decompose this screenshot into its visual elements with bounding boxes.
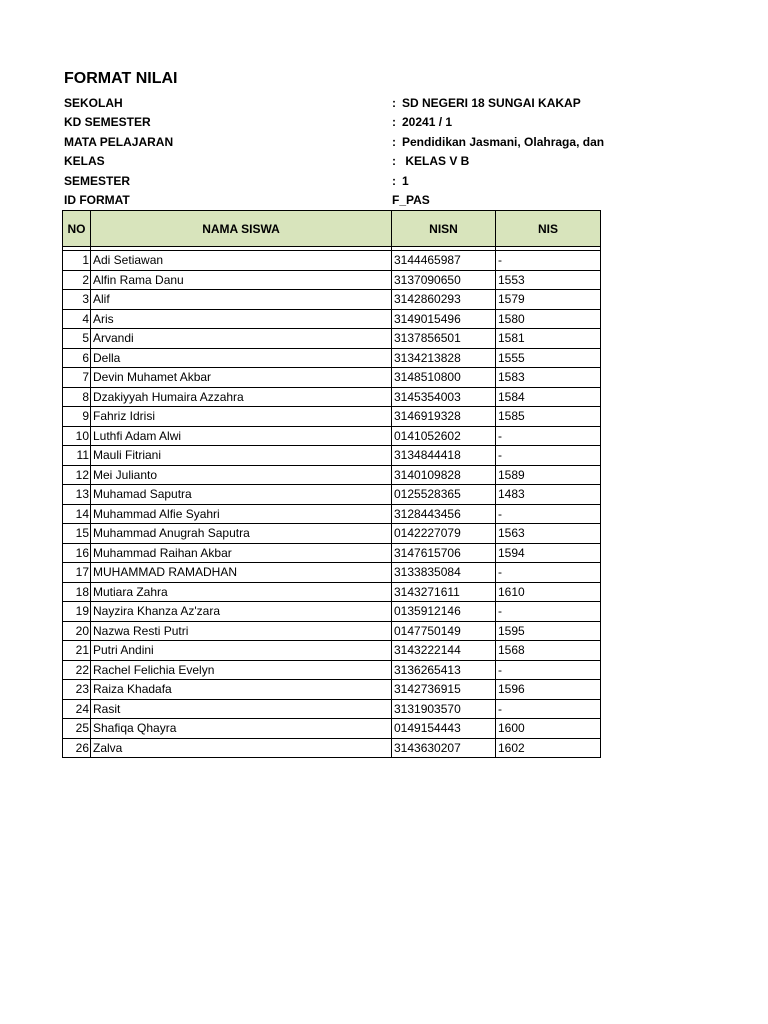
header-nama-siswa: NAMA SISWA xyxy=(91,211,392,247)
table-row xyxy=(63,485,601,505)
cell-no: 10 xyxy=(63,426,91,446)
cell-nama: Muhammad Anugrah Saputra xyxy=(91,524,392,544)
cell-nisn: 0149154443 xyxy=(392,719,496,739)
cell-nis: 1581 xyxy=(496,329,601,349)
table-row xyxy=(63,719,601,739)
cell-nama: Muhammad Raihan Akbar xyxy=(91,543,392,563)
cell-no: 26 xyxy=(63,738,91,758)
cell-no: 15 xyxy=(63,524,91,544)
cell-nis: 1553 xyxy=(496,270,601,290)
table-row xyxy=(63,407,601,427)
header-no: NO xyxy=(63,211,91,247)
cell-no: 24 xyxy=(63,699,91,719)
table-row xyxy=(63,426,601,446)
student-table xyxy=(62,210,601,758)
cell-nama: Arvandi xyxy=(91,329,392,349)
cell-nisn: 3134844418 xyxy=(392,446,496,466)
cell-nisn: 3145354003 xyxy=(392,387,496,407)
table-row xyxy=(63,641,601,661)
cell-nama: Devin Muhamet Akbar xyxy=(91,368,392,388)
cell-nis: 1610 xyxy=(496,582,601,602)
table-row xyxy=(63,387,601,407)
info-value: KELAS V B xyxy=(402,154,470,169)
cell-nis: 1594 xyxy=(496,543,601,563)
cell-nis: 1585 xyxy=(496,407,601,427)
cell-nama: Muhammad Alfie Syahri xyxy=(91,504,392,524)
cell-nis: 1596 xyxy=(496,680,601,700)
cell-no: 21 xyxy=(63,641,91,661)
cell-nis: 1568 xyxy=(496,641,601,661)
table-row xyxy=(63,465,601,485)
table-row xyxy=(63,680,601,700)
cell-nisn: 3140109828 xyxy=(392,465,496,485)
table-row xyxy=(63,504,601,524)
cell-nama: Adi Setiawan xyxy=(91,251,392,271)
info-label: MATA PELAJARAN xyxy=(64,134,174,149)
cell-nis: - xyxy=(496,504,601,524)
cell-nama: Dzakiyyah Humaira Azzahra xyxy=(91,387,392,407)
cell-nama: Putri Andini xyxy=(91,641,392,661)
header-nis: NIS xyxy=(496,211,601,247)
cell-no: 11 xyxy=(63,446,91,466)
cell-nisn: 3144465987 xyxy=(392,251,496,271)
info-colon: : xyxy=(392,115,396,130)
cell-nisn: 0142227079 xyxy=(392,524,496,544)
cell-no: 18 xyxy=(63,582,91,602)
cell-nis: 1584 xyxy=(496,387,601,407)
cell-nama: Nayzira Khanza Az'zara xyxy=(91,602,392,622)
info-colon: : xyxy=(392,134,396,149)
table-row xyxy=(63,602,601,622)
cell-no: 3 xyxy=(63,290,91,310)
cell-no: 19 xyxy=(63,602,91,622)
cell-no: 8 xyxy=(63,387,91,407)
cell-no: 25 xyxy=(63,719,91,739)
cell-nama: Muhamad Saputra xyxy=(91,485,392,505)
cell-nisn: 3147615706 xyxy=(392,543,496,563)
cell-nama: Aris xyxy=(91,309,392,329)
cell-no: 16 xyxy=(63,543,91,563)
cell-no: 23 xyxy=(63,680,91,700)
info-colon: : xyxy=(392,154,396,169)
cell-nis: 1600 xyxy=(496,719,601,739)
info-value: SD NEGERI 18 SUNGAI KAKAP xyxy=(402,96,581,110)
table-row xyxy=(63,543,601,563)
cell-nis: 1555 xyxy=(496,348,601,368)
cell-nis: - xyxy=(496,699,601,719)
cell-no: 14 xyxy=(63,504,91,524)
cell-nis: - xyxy=(496,660,601,680)
info-value: Pendidikan Jasmani, Olahraga, dan xyxy=(402,134,605,149)
cell-nisn: 0135912146 xyxy=(392,602,496,622)
cell-nama: Raiza Khadafa xyxy=(91,680,392,700)
table-row xyxy=(63,270,601,290)
cell-nis: - xyxy=(496,446,601,466)
cell-nisn: 3148510800 xyxy=(392,368,496,388)
cell-nama: Alfin Rama Danu xyxy=(91,270,392,290)
info-label: SEMESTER xyxy=(64,173,131,188)
cell-no: 1 xyxy=(63,251,91,271)
info-label: SEKOLAH xyxy=(64,96,123,110)
page-title: FORMAT NILAI xyxy=(64,70,178,87)
info-label: KELAS xyxy=(64,154,105,169)
table-row xyxy=(63,699,601,719)
cell-nisn: 3131903570 xyxy=(392,699,496,719)
cell-no: 13 xyxy=(63,485,91,505)
cell-nama: Shafiqa Qhayra xyxy=(91,719,392,739)
table-row xyxy=(63,329,601,349)
table-row xyxy=(63,368,601,388)
cell-nisn: 0141052602 xyxy=(392,426,496,446)
cell-nisn: 3134213828 xyxy=(392,348,496,368)
table-row xyxy=(63,660,601,680)
table-row xyxy=(63,446,601,466)
cell-nisn: 3128443456 xyxy=(392,504,496,524)
cell-nama: Nazwa Resti Putri xyxy=(91,621,392,641)
cell-nisn: 3143271611 xyxy=(392,582,496,602)
cell-nisn: 3149015496 xyxy=(392,309,496,329)
cell-nisn: 3137856501 xyxy=(392,329,496,349)
cell-nis: 1595 xyxy=(496,621,601,641)
cell-nisn: 0125528365 xyxy=(392,485,496,505)
cell-no: 17 xyxy=(63,563,91,583)
cell-nama: Alif xyxy=(91,290,392,310)
info-row-kd-semester xyxy=(64,113,664,132)
cell-no: 6 xyxy=(63,348,91,368)
cell-no: 2 xyxy=(63,270,91,290)
info-value: 20241 / 1 xyxy=(402,115,453,130)
cell-no: 5 xyxy=(63,329,91,349)
cell-nis: - xyxy=(496,251,601,271)
cell-nis: - xyxy=(496,426,601,446)
table-row xyxy=(63,290,601,310)
cell-nis: 1583 xyxy=(496,368,601,388)
cell-nis: 1579 xyxy=(496,290,601,310)
cell-nisn: 3143630207 xyxy=(392,738,496,758)
table-row xyxy=(63,563,601,583)
info-label: ID FORMAT xyxy=(64,192,130,207)
table-row xyxy=(63,251,601,271)
table-row xyxy=(63,348,601,368)
cell-nis: 1483 xyxy=(496,485,601,505)
table-row xyxy=(63,621,601,641)
info-row-id-format xyxy=(64,191,664,210)
cell-nama: Luthfi Adam Alwi xyxy=(91,426,392,446)
cell-no: 7 xyxy=(63,368,91,388)
info-colon: : xyxy=(392,96,396,110)
cell-nama: Zalva xyxy=(91,738,392,758)
cell-nisn: 3143222144 xyxy=(392,641,496,661)
cell-nis: 1589 xyxy=(496,465,601,485)
cell-nama: Mauli Fitriani xyxy=(91,446,392,466)
cell-nisn: 0147750149 xyxy=(392,621,496,641)
cell-nis: 1602 xyxy=(496,738,601,758)
cell-nis: - xyxy=(496,563,601,583)
info-row-semester xyxy=(64,172,664,191)
cell-no: 12 xyxy=(63,465,91,485)
info-row-sekolah xyxy=(64,94,664,113)
table-row xyxy=(63,582,601,602)
cell-nisn: 3142736915 xyxy=(392,680,496,700)
cell-nisn: 3146919328 xyxy=(392,407,496,427)
cell-nis: 1580 xyxy=(496,309,601,329)
cell-no: 22 xyxy=(63,660,91,680)
table-header-row xyxy=(63,211,601,247)
cell-nama: Della xyxy=(91,348,392,368)
info-row-mata-pelajaran xyxy=(64,133,664,152)
table-row xyxy=(63,309,601,329)
cell-nama: Rasit xyxy=(91,699,392,719)
cell-nisn: 3137090650 xyxy=(392,270,496,290)
header-nisn: NISN xyxy=(392,211,496,247)
info-label: KD SEMESTER xyxy=(64,115,151,130)
info-colon: : xyxy=(392,173,396,188)
cell-nama: Rachel Felichia Evelyn xyxy=(91,660,392,680)
table-row xyxy=(63,738,601,758)
cell-no: 4 xyxy=(63,309,91,329)
cell-no: 9 xyxy=(63,407,91,427)
info-value: 1 xyxy=(402,173,409,188)
cell-nama: Fahriz Idrisi xyxy=(91,407,392,427)
table-row xyxy=(63,524,601,544)
info-value: F_PAS xyxy=(392,192,430,207)
info-block xyxy=(64,94,664,210)
cell-nisn: 3133835084 xyxy=(392,563,496,583)
cell-nama: Mutiara Zahra xyxy=(91,582,392,602)
cell-nama: Mei Julianto xyxy=(91,465,392,485)
cell-no: 20 xyxy=(63,621,91,641)
cell-nis: 1563 xyxy=(496,524,601,544)
cell-nis: - xyxy=(496,602,601,622)
cell-nisn: 3142860293 xyxy=(392,290,496,310)
cell-nisn: 3136265413 xyxy=(392,660,496,680)
info-row-kelas xyxy=(64,152,664,171)
cell-nama: MUHAMMAD RAMADHAN xyxy=(91,563,392,583)
